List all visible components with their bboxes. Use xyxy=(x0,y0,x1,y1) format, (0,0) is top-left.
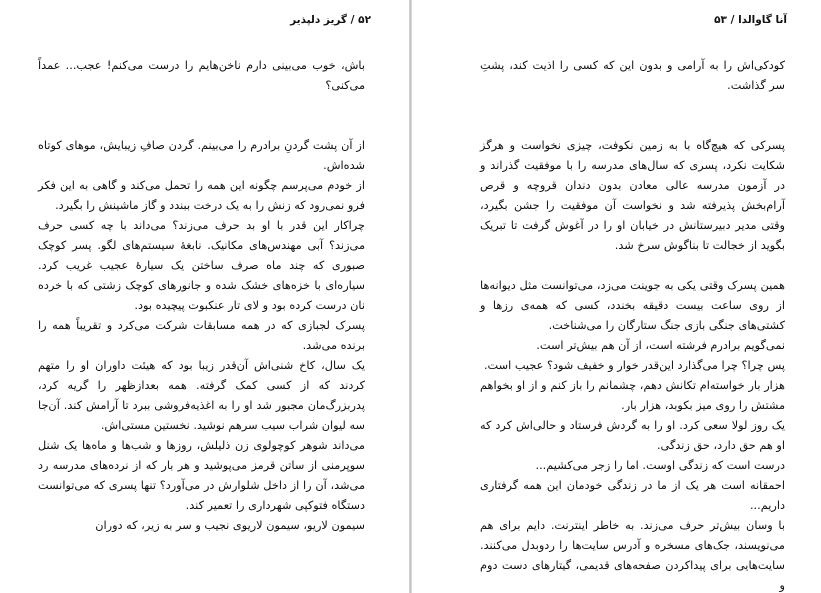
page-header: آنا گاوالدا / ۵۳ xyxy=(714,14,787,26)
paragraph: یک روز لولا سعی کرد. او را به گردش فرستاد و حالی‌اش کرد که او هم حق دارد، حق زندگی. xyxy=(480,419,785,452)
paragraph: از خودم می‌پرسم چگونه این همه را تحمل می‌کند و گاهی به این فکر فرو نمی‌رود که زنش را به یک درخت ببندد و گاز ماشینش را بگیرد. xyxy=(38,179,365,212)
paragraph: هزار بار خواسته‌ام تکانش دهم، چشمانم را باز کنم و از او بخواهم مشتش را روی میز بکوبد، هزار بار. xyxy=(480,379,785,412)
paragraph: احمقانه است هر یک از ما در زندگی خودمان این همه گرفتاری داریم... xyxy=(480,479,785,512)
paragraph: همین پسرک وقتی یکی به جوینت می‌زد، می‌توانست مثل دیوانه‌ها از روی ساعت بیست دقیقه بخندد، کسی که همه‌ی رزها و کشتی‌های جنگی بازی جنگ ستارگان را می‌شناخت. xyxy=(480,279,785,332)
left-page xyxy=(0,0,409,593)
paragraph: کودکی‌اش را به آرامی و بدون این که کسی را اذیت کند، پشتِ سر گذاشت. xyxy=(480,59,785,92)
paragraph: نمی‌گویم برادرم فرشته است، از آن هم بیش‌تر است. xyxy=(536,339,785,352)
page-body xyxy=(38,56,365,536)
paragraph: با وسان بیش‌تر حرف می‌زند. به خاطر اینترنت. دایم برای هم می‌نویسند، جک‌های مسخره و آدرس سایت‌ها را ردوبدل می‌کنند. سایت‌هایی برای پیداکردن صفحه‌های قدیمی، گیتارهای دست دوم و xyxy=(480,519,785,592)
paragraph: پس چرا؟ چرا می‌گذارد این‌قدر خوار و خفیف شود؟ عجیب است. xyxy=(483,359,785,372)
paragraph: چراکار این قدر با او بد حرف می‌زند؟ می‌داند با چه کسی حرف می‌زند؟ آبی مهندس‌های مکانیک. نابغهٔ سیستم‌های لگو. پسر کوچک صبوری که چند ماه صرف ساختن یک سیارهٔ عجیب غریب کرد. سیاره‌ای با خزه‌های خشک شده و جانورهای کوچک زشتی که با خرده نان درست کرده بود و لای تار عنکبوت پیچیده بود. xyxy=(38,219,365,312)
page-body xyxy=(480,56,785,593)
paragraph: پسرک لجبازی که در همه مسابقات شرکت می‌کرد و تقریباً همه را برنده می‌شد. xyxy=(38,319,365,352)
right-page xyxy=(412,0,821,593)
paragraph: یک سال، کاخ شنی‌اش آن‌قدر زیبا بود که هیئت داوران او را متهم کردند که از کسی کمک گرفته. همه بعدازظهر را گریه کرد، پدربزرگ‌مان مجبور شد او را به اغذیه‌فروشی ببرد تا آرامش کند. آن‌جا سه لیوان شراب سیب سرهم نوشید. نخستین مستی‌اش. xyxy=(38,359,365,432)
paragraph: از آن پشت گردنِ برادرم را می‌بینم. گردن صافِ زیبایش، موهای کوتاه شده‌اش. xyxy=(38,139,365,172)
paragraph: می‌داند شوهر کوچولوی زن ذلیلش، روزها و شب‌ها و ماه‌ها یک شنل سوپرمنی از ساتن قرمز می‌پوشید و هر بار که از نرده‌های مدرسه رد می‌شد، آن را از داخل شلوارش در می‌آورد؟ تنها پسری که می‌توانست دستگاه فتوکپی شهرداری را تعمیر کند. xyxy=(38,439,365,512)
paragraph: باش، خوب می‌بینی دارم ناخن‌هایم را درست می‌کنم! عجب... عمداً می‌کنی؟ xyxy=(38,59,365,92)
paragraph: سیمون لاریو، سیمون لاریوی نجیب و سر به زیر، که دوران xyxy=(95,519,365,532)
paragraph: درست است که زندگی اوست. اما را زجر می‌کشیم... xyxy=(535,459,785,472)
page-header: ۵۲ / گریز دلپذیر xyxy=(290,14,371,26)
paragraph: پسرکی که هیچ‌گاه با به زمین نکوفت، چیزی نخواست و هرگز شکایت نکرد، پسری که سال‌های مدرسه را با موفقیت گذراند و در آزمون مدرسه عالی معادن بدون دندان قروچه و قرص آرام‌بخش پذیرفته شد و نخواست آن موفقیت را جشن بگیرد، وقتی مدیر دبیرستانش در خیابان او را در آغوش گرفت تا تبریک بگوید از خجالت تا بناگوش سرخ شد. xyxy=(480,139,785,252)
